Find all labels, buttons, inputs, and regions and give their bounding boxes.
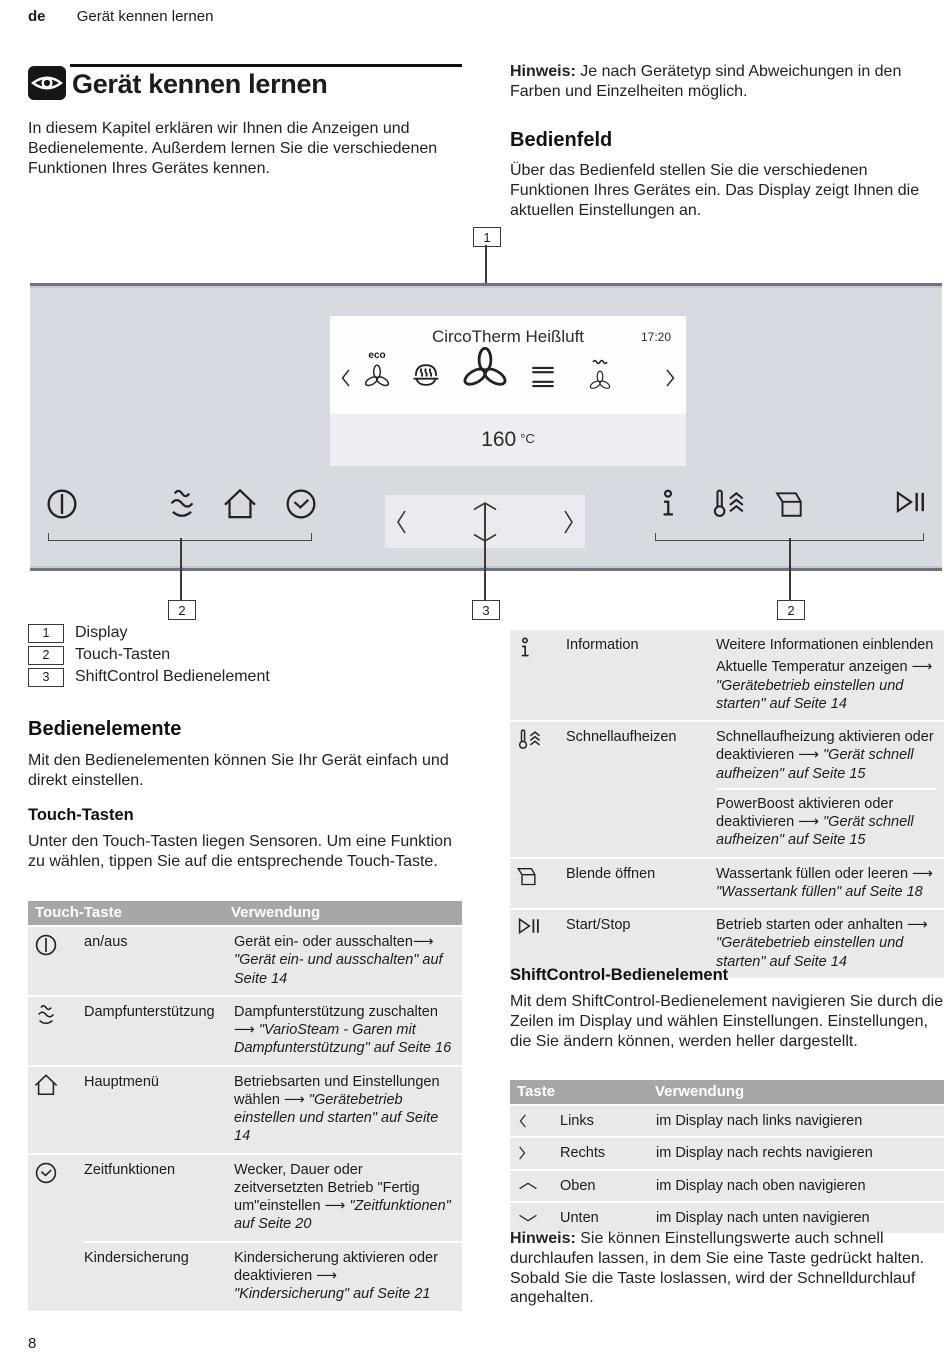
eco-mode-icon — [360, 348, 394, 394]
legend-item — [28, 644, 462, 666]
bedienfeld-text: Über das Bedienfeld stellen Sie die verschiedenen Funktionen Ihres Gerätes ein. Das Display zeigt Ihnen die aktuellen Einstellungen an. — [510, 162, 920, 219]
left-arrow-key-icon — [510, 1106, 560, 1136]
steam-icon — [28, 997, 84, 1065]
callout-3-line — [484, 503, 486, 600]
legend-num: 2 — [28, 646, 64, 665]
steam-key-icon — [165, 487, 199, 521]
table-header-row — [28, 901, 462, 925]
open-flap-icon — [510, 859, 566, 909]
up-arrow-key-icon — [510, 1171, 560, 1201]
table-subrow — [84, 1241, 462, 1311]
note-top — [510, 62, 944, 102]
row-usage: Wassertank füllen oder leeren ⟶ "Wassertank füllen" auf Seite 18 — [716, 865, 933, 900]
table-row — [510, 1138, 944, 1168]
col-header-verwendung: Verwendung — [655, 1082, 745, 1100]
bedienelemente-text: Mit den Bedienelementen können Sie Ihr Gerät einfach und direkt einstellen. — [28, 752, 449, 789]
key-label: Oben — [560, 1177, 596, 1194]
running-title: Gerät kennen lernen — [76, 8, 214, 25]
note-bottom-label: Hinweis: — [510, 1230, 576, 1247]
callout-2-left-line — [180, 538, 182, 600]
callout-2-left: 2 — [168, 600, 196, 620]
gentle-fan-mode-icon — [582, 356, 618, 396]
page-number: 8 — [28, 1335, 37, 1352]
information-key-icon — [655, 488, 681, 520]
table-row — [28, 927, 462, 995]
legend-item — [28, 666, 462, 688]
row-usage: Weitere Informationen einblenden Aktuelle Temperatur anzeigen ⟶ "Gerätebetrieb einstellen und starten" auf Seite 14 — [716, 637, 934, 712]
col-header-taste: Taste — [517, 1082, 556, 1100]
shiftcontrol-text: Mit dem ShiftControl-Bedienelement navigieren Sie durch die Zeilen im Display und wählen Einstellungen. Einstellungen, die Sie ändern können, werden heller dargestellt. — [510, 993, 944, 1050]
row-group-body — [84, 1155, 462, 1311]
row-usage: Kindersicherung aktivieren oder deaktivieren ⟶ "Kindersicherung" auf Seite 21 — [234, 1249, 438, 1303]
power-key-icon — [45, 487, 79, 521]
fast-heatup-icon — [510, 722, 566, 857]
row-label: Information — [566, 637, 639, 653]
key-label: Links — [560, 1113, 594, 1129]
control-panel — [30, 283, 942, 571]
start-stop-key-icon — [893, 488, 927, 516]
row-label: an/aus — [84, 934, 128, 950]
row-usage: Schnellaufheizung aktivieren oder deaktivieren ⟶ "Gerät schnell aufheizen" auf Seite 15 PowerBoost aktivieren oder deaktivieren ⟶ "Gerät schnell aufheizen" auf Seite 15 — [716, 722, 944, 857]
table-row — [510, 1106, 944, 1136]
page-header — [28, 8, 213, 25]
legend-label: Touch-Tasten — [75, 646, 171, 663]
clock-icon — [28, 1155, 84, 1311]
fast-heatup-key-icon — [710, 487, 746, 519]
table-row — [510, 722, 944, 857]
display-temperature — [330, 414, 686, 466]
table-subrow — [84, 1155, 462, 1241]
callout-2-right-line — [789, 538, 791, 600]
table-row — [510, 1171, 944, 1201]
circotherm-fan-icon — [461, 347, 509, 395]
chevron-right-icon — [665, 368, 676, 388]
table-row — [28, 997, 462, 1065]
row-usage: Betrieb starten oder anhalten ⟶ "Gerätebetrieb einstellen und starten" auf Seite 14 — [716, 917, 928, 970]
steam-dish-mode-icon — [408, 359, 444, 395]
legend-item — [28, 622, 462, 644]
key-usage: im Display nach rechts navigieren — [656, 1145, 873, 1162]
note-top-text: Je nach Gerätetyp sind Abweichungen in den Farben und Einzelheiten möglich. — [510, 63, 902, 100]
bedienelemente-heading: Bedienelemente — [28, 718, 182, 740]
row-label: Hauptmenü — [84, 1073, 159, 1090]
touch-key-table-right — [510, 630, 944, 980]
callout-2-right: 2 — [777, 600, 805, 620]
row-label: Zeitfunktionen — [84, 1161, 176, 1178]
info-icon — [510, 630, 566, 720]
table-header-row — [510, 1080, 944, 1104]
row-usage: Gerät ein- oder ausschalten⟶ "Gerät ein- und ausschalten" auf Seite 14 — [234, 934, 443, 987]
grill-mode-icon — [526, 360, 560, 394]
table-row — [510, 630, 944, 720]
touch-tasten-text: Unter den Touch-Tasten liegen Sensoren. Um eine Funktion zu wählen, tippen Sie auf die entsprechende Touch-Taste. — [28, 833, 452, 870]
table-row-group — [28, 1155, 462, 1311]
col-header-touch-taste: Touch-Taste — [35, 903, 122, 921]
legend-label: Display — [75, 624, 128, 641]
power-icon — [28, 927, 84, 995]
oven-display — [330, 316, 686, 414]
touch-tasten-heading: Touch-Tasten — [28, 806, 134, 824]
chapter-title: Gerät kennen lernen — [72, 69, 328, 99]
legend-num: 3 — [28, 668, 64, 687]
open-flap-key-icon — [774, 488, 808, 518]
right-arrow-key-icon — [510, 1138, 560, 1168]
key-label: Rechts — [560, 1145, 606, 1162]
title-rule — [70, 64, 462, 67]
language-code: de — [28, 8, 46, 25]
eco-label: eco — [368, 350, 386, 361]
bedienfeld-heading: Bedienfeld — [510, 129, 613, 151]
home-key-icon — [223, 487, 257, 521]
display-mode-title: CircoTherm Heißluft — [431, 327, 585, 346]
temperature-unit: °C — [520, 431, 535, 446]
eye-icon — [28, 66, 66, 100]
row-label: Schnellaufheizen — [566, 729, 677, 746]
row-usage: Dampfunterstützung zuschalten ⟶ "VarioSteam - Garen mit Dampfunterstützung" auf Seite 16 — [234, 1003, 452, 1057]
note-bottom — [510, 1229, 946, 1308]
row-label: Blende öffnen — [566, 865, 656, 882]
touch-key-table — [28, 901, 462, 1313]
key-usage: im Display nach links navigieren — [656, 1113, 863, 1129]
clock-key-icon — [284, 487, 318, 521]
temperature-value: 160 — [481, 428, 517, 451]
shift-left-icon — [395, 509, 407, 535]
key-usage: im Display nach unten navigieren — [656, 1209, 870, 1226]
row-usage: Wecker, Dauer oder zeitversetzten Betrieb "Fertig um"einstellen ⟶ "Zeitfunktionen" auf Seite 20 — [234, 1161, 451, 1233]
table-row — [28, 1067, 462, 1153]
key-label: Unten — [560, 1209, 599, 1226]
chapter-intro: In diesem Kapitel erklären wir Ihnen die Anzeigen und Bedienelemente. Außerdem lernen Sie die verschiedenen Funktionen Ihres Gerätes kennen. — [28, 120, 438, 177]
legend-num: 1 — [28, 624, 64, 643]
shift-right-icon — [563, 509, 575, 535]
table-row — [510, 859, 944, 909]
callout-3: 3 — [472, 600, 500, 620]
legend-label: ShiftControl Bedienelement — [75, 668, 270, 685]
chevron-left-icon — [340, 368, 351, 388]
figure-legend — [28, 622, 462, 688]
note-top-label: Hinweis: — [510, 63, 576, 80]
key-usage: im Display nach oben navigieren — [656, 1177, 866, 1194]
callout-1: 1 — [473, 227, 501, 247]
row-usage: Betriebsarten und Einstellungen wählen ⟶ "Gerätebetrieb einstellen und starten" auf Seite 14 — [234, 1073, 440, 1145]
col-header-verwendung: Verwendung — [231, 903, 321, 921]
home-icon — [28, 1067, 84, 1153]
shiftcontrol-heading: ShiftControl-Bedienelement — [510, 966, 729, 984]
row-label: Start/Stop — [566, 917, 631, 934]
row-label: Dampfunterstützung — [84, 1003, 215, 1020]
note-bottom-text: Sie können Einstellungswerte auch schnell durchlaufen lassen, in dem Sie eine Taste gedrückt halten. Sobald Sie die Taste loslassen, wird der Schnelldurchlauf angehalten. — [510, 1230, 925, 1307]
display-time: 17:20 — [640, 330, 671, 344]
shiftcontrol-key-table — [510, 1080, 944, 1235]
row-label: Kindersicherung — [84, 1249, 189, 1266]
